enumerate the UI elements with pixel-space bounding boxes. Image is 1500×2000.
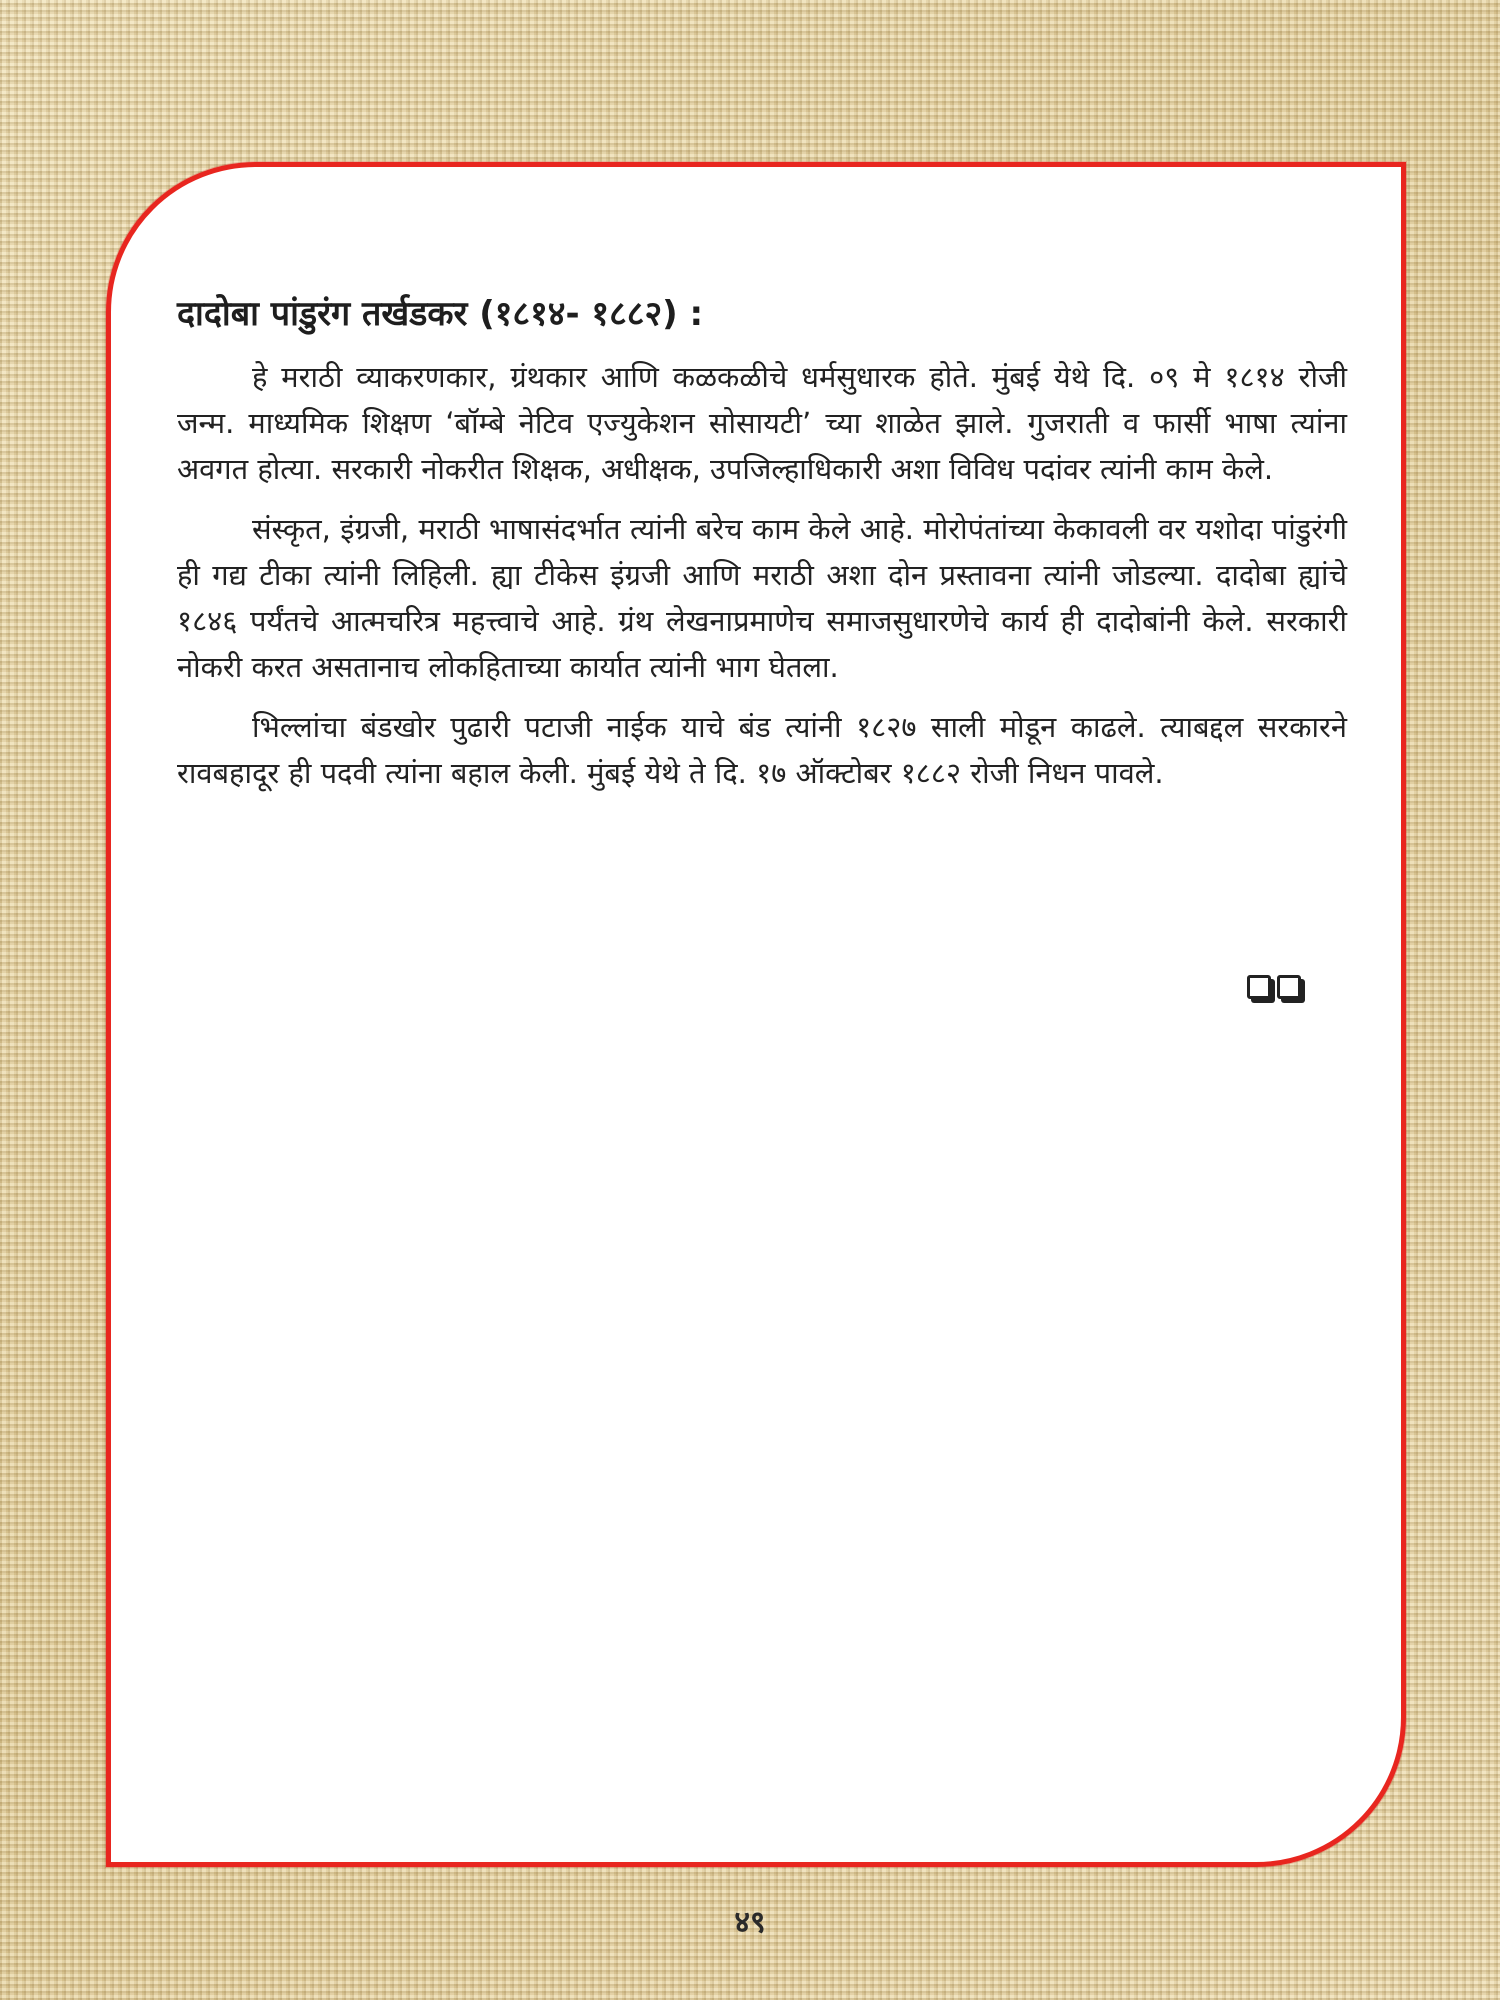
box-glyph-1-icon <box>1247 975 1271 999</box>
paragraph-1: हे मराठी व्याकरणकार, ग्रंथकार आणि कळकळीचे धर्मसुधारक होते. मुंबई येथे दि. ०९ मे १८१४ रोजी जन्म. माध्यमिक शिक्षण ‘बॉम्बे नेटिव एज्युकेशन सोसायटी’ च्या शाळेत झाले. गुजराती व फार्सी भाषा त्यांना अवगत होत्या. सरकारी नोकरीत शिक्षक, अधीक्षक, उपजिल्हाधिकारी अशा विविध पदांवर त्यांनी काम केले. <box>177 360 1347 487</box>
box-glyph-2-icon <box>1277 975 1301 999</box>
article-heading: दादोबा पांडुरंग तर्खडकर (१८१४- १८८२) : <box>177 294 704 334</box>
article <box>177 292 1347 810</box>
paragraph-2: संस्कृत, इंग्रजी, मराठी भाषासंदर्भात त्यांनी बरेच काम केले आहे. मोरोपंतांच्या केकावली वर यशोदा पांडुरंगी ही गद्य टीका त्यांनी लिहिली. ह्या टीकेस इंग्रजी आणि मराठी अशा दोन प्रस्तावना त्यांनी जोडल्या. दादोबा ह्यांचे १८४६ पर्यंतचे आत्मचरित्र महत्त्वाचे आहे. ग्रंथ लेखनाप्रमाणेच समाजसुधारणेचे कार्य ही दादोबांनी केले. सरकारी नोकरी करत असतानाच लोकहिताच्या कार्यात त्यांनी भाग घेतला. <box>177 512 1347 685</box>
end-mark-icon <box>1247 975 1301 999</box>
page-number: ४९ <box>734 1905 766 1940</box>
paragraph-3: भिल्लांचा बंडखोर पुढारी पटाजी नाईक याचे बंड त्यांनी १८२७ साली मोडून काढले. त्याबद्दल सरकारने रावबहादूर ही पदवी त्यांना बहाल केली. मुंबई येथे ते दि. १७ ऑक्टोबर १८८२ रोजी निधन पावले. <box>177 710 1347 791</box>
content-panel <box>106 162 1406 1867</box>
